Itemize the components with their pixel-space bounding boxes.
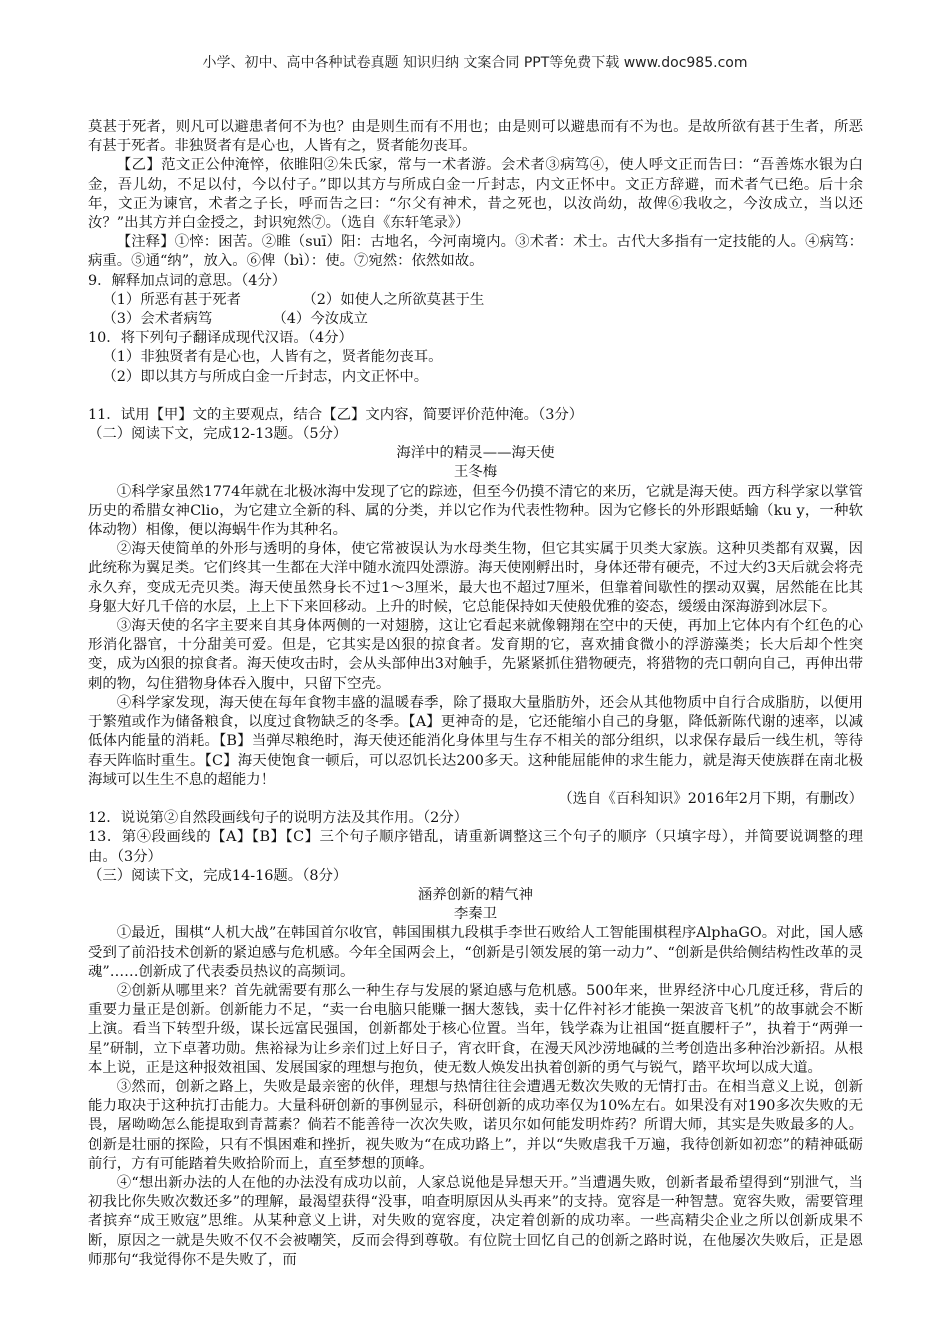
question-9: 9．解释加点词的意思。（4分） xyxy=(88,272,287,289)
question-9-item-3: （3）会术者病笃 xyxy=(102,311,213,328)
section-3-intro: （三）阅读下文，完成14-16题。（8分） xyxy=(88,867,348,884)
article-3-title: 涵养创新的精气神 xyxy=(417,886,534,903)
question-9-item-2: （2）如使人之所欲莫甚于生 xyxy=(302,291,485,308)
document-body xyxy=(88,118,863,1270)
question-9-item-1: （1）所恶有甚于死者 xyxy=(102,291,242,308)
article-2-title: 海洋中的精灵——海天使 xyxy=(396,445,555,462)
question-13: 13．第④段画线的【A】【B】【C】三个句子顺序错乱，请重新调整这三个句子的顺序（只填字母），并简要说调整的理由。（3分） xyxy=(88,829,863,865)
article-2-paragraph-1: ①科学家虽然1774年就在北极冰海中发现了它的踪迹，但至今仍摸不清它的来历，它就是海天使。西方科学家以掌管历史的希腊女神Clio，为它建立全新的科、属的分类，并以它作为代表性物种。因为它修长的外形跟蛞蝓（ku y，一种软体动物）相像，便以海蜗牛作为其种名。 xyxy=(88,483,863,539)
article-2-author: 王冬梅 xyxy=(453,464,498,481)
question-11: 11．试用【甲】文的主要观点，结合【乙】文内容，简要评价范仲淹。（3分） xyxy=(88,406,584,423)
article-3-paragraph-4: ④“想出新办法的人在他的办法没有成功以前，人家总说他是异想天开。”当遭遇失败，创新者最希望得到“别泄气，当初我比你失败次数还多”的理解，最渴望获得“没事，咱查明原因从头再来”的支持。宽容是一种智慧。宽容失败，需要管理者摈弃“成王败寇”思维。从某种意义上讲，对失败的宽容度，决定着创新的成功率。一些高精尖企业之所以创新成果不断，原因之一就是失败不仅不会被嘲笑，反而会得到尊敬。有位院士回忆自己的创新之路时说，在他屡次失败后，正是恩师那句“我觉得你不是失败了，而 xyxy=(88,1174,863,1268)
question-10: 10．将下列句子翻译成现代汉语。（4分） xyxy=(88,330,353,347)
question-10-item-2: （2）即以其方与所成白金一斤封志，内文正怀中。 xyxy=(102,368,429,385)
article-3-author: 李秦卫 xyxy=(453,906,498,923)
question-9-item-4: （4）今汝成立 xyxy=(272,311,368,328)
article-3-paragraph-1: ①最近，围棋“人机大战”在韩国首尔收官，韩国围棋九段棋手李世石败给人工智能围棋程序AlphaGO。对此，国人感受到了前沿技术创新的紧迫感与危机感。今年全国两会上，“创新是引领发展的第一动力”、“创新是供给侧结构性改革的灵魂”……创新成了代表委员热议的高频词。 xyxy=(88,925,863,980)
article-3-paragraph-2: ②创新从哪里来？首先就需要有那么一种生存与发展的紧迫感与危机感。500年来，世界经济中心几度迁移，背后的重要力量正是创新。创新能力不足，“卖一台电脑只能赚一捆大葱钱，卖十亿件衬衫才能换一架波音飞机”的故事就会不断上演。看当下转型升级，谋长远富民强国，创新都处于核心位置。当年，钱学森为让祖国“挺直腰杆子”，执着于“两弹一星”研制，立下卓著功勋。焦裕禄为让乡亲们过上好日子，宵衣旰食，在漫天风沙涝地碱的兰考创造出多种治沙新招。从根本上说，正是这种报效祖国、发展国家的理想与抱负，使无数人焕发出执着创新的勇气与锐气，踏平坎坷以成大道。 xyxy=(88,982,863,1076)
article-2-paragraph-4: ④科学家发现，海天使在每年食物丰盛的温暖春季，除了摄取大量脂肪外，还会从其他物质中自行合成脂肪，以便用于繁殖或作为储备粮食，以度过食物缺乏的冬季。【A】更神奇的是，它还能缩小自己的身躯，降低新陈代谢的速率，以减低体内能量的消耗。【B】当弹尽粮绝时，海天使还能消化身体里与生存不相关的部分组织，以求保存最后一线生机，等待春天阵临时重生。【C】海天使饱食一顿后，可以忍饥长达200多天。这种能屈能伸的求生能力，就是海天使族群在南北极海域可以生生不息的超能力！ xyxy=(88,694,863,788)
article-3-paragraph-3: ③然而，创新之路上，失败是最亲密的伙伴，理想与热情往往会遭遇无数次失败的无情打击。在相当意义上说，创新能力取决于这种抗打击能力。大量科研创新的事例显示，科研创新的成功率仅为10%左右。如果没有对190多次失败的无畏，屠呦呦怎么能提取到青蒿素？倘若不能善待一次次失败，诺贝尔如何能发明炸药？所谓大师，其实是失败最多的人。创新是壮丽的探险，只有不惧困难和挫折，视失败为“在成功路上”，并以“失败虐我千万遍，我待创新如初恋”的精神砥砺前行，方有可能踏着失败拾阶而上，直至梦想的顶峰。 xyxy=(88,1078,863,1172)
section-2-intro: （二）阅读下文，完成12-13题。（5分） xyxy=(88,426,348,443)
article-2-paragraph-2: ②海天使简单的外形与透明的身体，使它常被误认为水母类生物，但它其实属于贝类大家族。这种贝类都有双翼，因此统称为翼足类。它们终其一生都在大洋中随水流四处漂游。海天使刚孵出时，身体还带有硬壳，不过大约3天后就会将壳永久弃，变成无壳贝类。海天使虽然身长不过1～3厘米，最大也不超过7厘米，但靠着间歇性的摆动双翼，居然能在比其身躯大好几千倍的水层，上上下下来回移动。上升的时候，它总能保持如天使般优雅的姿态，缓缓由深海游到冰层下。 xyxy=(88,541,863,615)
paragraph-jia-end: 莫甚于死者，则凡可以避患者何不为也？由是则生而有不用也；由是则可以避患而有不为也。是故所欲有甚于生者，所恶有甚于死者。非独贤者有是心也，人皆有之，贤者能勿丧耳。 xyxy=(88,119,863,155)
article-2-paragraph-3: ③海天使的名字主要来自其身体两侧的一对翅膀，这让它看起来就像翱翔在空中的天使，再加上它体内有个红色的心形消化器官，十分甜美可爱。但是，它其实是凶狠的掠食者。发育期的它，喜欢捕食微小的浮游藻类；长大后却个性突变，成为凶狠的掠食者。海天使攻击时，会从头部伸出3对触手，先紧紧抓住猎物硬壳，将猎物的壳口朝向自己，再伸出带刺的物，勾住猎物身体吞入腹中，只留下空壳。 xyxy=(88,618,863,692)
answer-space xyxy=(88,387,863,406)
question-9-items-row2 xyxy=(88,310,863,329)
paragraph-yi: 【乙】范文正公仲淹悴，依睢阳②朱氏家，常与一术者游。会术者③病笃④，使人呼文正而告曰：“吾善炼水银为白金，吾儿幼，不足以付，今以付子。”即以其方与所成白金一斤封志，内文正怀中。文正方辞避，而术者气已绝。后十余年，文正为谏官，术者之子长，呼而告之曰：“尔父有神术，昔之死也，以汝尚幼，故俾⑥我收之，今汝成立，当以还汝？”出其方并白金授之，封识宛然⑦。（选自《东轩笔录》） xyxy=(88,157,863,232)
page-header: 小学、初中、高中各种试卷真题 知识归纳 文案合同 PPT等免费下载 www.doc985.com xyxy=(202,55,748,71)
question-10-item-1: （1）非独贤者有是心也，人皆有之，贤者能勿丧耳。 xyxy=(102,349,443,366)
question-12: 12．说说第②自然段画线句子的说明方法及其作用。（2分） xyxy=(88,810,469,827)
paragraph-notes: 【注释】①悴：困苦。②睢（suī）阳：古地名，今河南境内。③术者：术士。古代大多指有一定技能的人。④病笃：病重。⑤通“纳”，放入。⑥俾（bì）：使。⑦宛然：依然如故。 xyxy=(88,234,863,270)
article-2-source: （选自《百科知识》2016年2月下期，有删改） xyxy=(558,790,863,807)
question-9-items-row1 xyxy=(88,291,863,310)
